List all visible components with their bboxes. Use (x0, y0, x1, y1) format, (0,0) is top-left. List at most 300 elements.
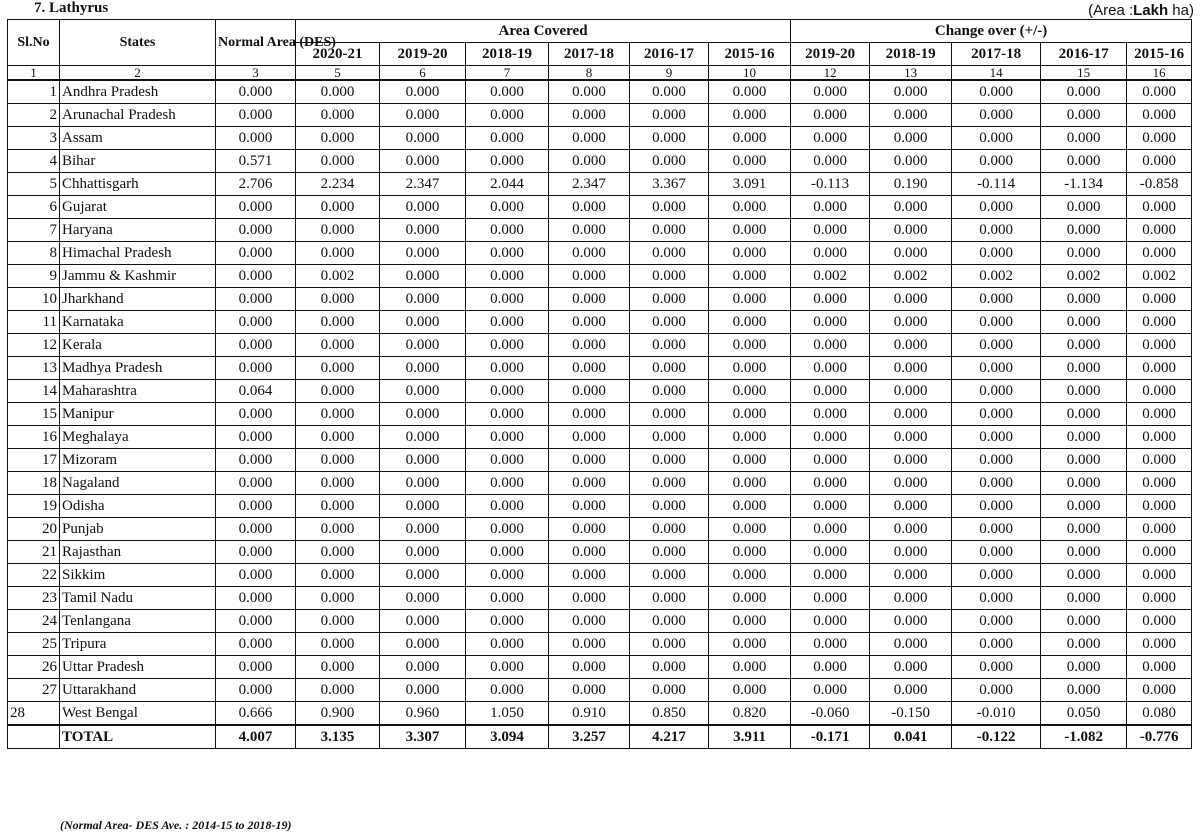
value-cell: 0.000 (1127, 242, 1192, 265)
value-cell: 0.000 (870, 334, 952, 357)
column-index: 10 (709, 66, 791, 81)
state-name-cell: Haryana (60, 219, 216, 242)
sl-no-cell: 12 (8, 334, 60, 357)
table-row (8, 127, 1192, 150)
value-cell: 0.000 (870, 633, 952, 656)
value-cell: 0.000 (870, 219, 952, 242)
value-cell: 0.000 (870, 242, 952, 265)
value-cell: 0.000 (952, 564, 1041, 587)
value-cell: 0.000 (549, 633, 630, 656)
value-cell: 0.000 (380, 288, 466, 311)
value-cell: 0.000 (466, 196, 549, 219)
value-cell: 0.000 (630, 104, 709, 127)
value-cell: 0.960 (380, 702, 466, 726)
value-cell: 0.000 (1041, 127, 1127, 150)
value-cell: 0.000 (952, 288, 1041, 311)
value-cell: 0.000 (952, 219, 1041, 242)
value-cell: 0.000 (1127, 403, 1192, 426)
value-cell: 0.000 (296, 104, 380, 127)
table-row (8, 403, 1192, 426)
value-cell: 0.000 (380, 564, 466, 587)
value-cell: 0.000 (870, 449, 952, 472)
sl-no-cell: 14 (8, 380, 60, 403)
value-cell: 0.000 (466, 564, 549, 587)
sl-no-cell: 2 (8, 104, 60, 127)
value-cell: 0.000 (630, 196, 709, 219)
value-cell: 0.002 (296, 265, 380, 288)
value-cell: 0.000 (952, 196, 1041, 219)
value-cell: 0.000 (870, 288, 952, 311)
value-cell: 0.000 (380, 495, 466, 518)
value-cell: 0.000 (870, 403, 952, 426)
value-cell: 0.000 (870, 610, 952, 633)
table-row (8, 564, 1192, 587)
value-cell: 0.000 (952, 311, 1041, 334)
value-cell: 0.000 (296, 679, 380, 702)
value-cell: 0.000 (466, 127, 549, 150)
value-cell: 0.000 (1127, 426, 1192, 449)
value-cell: 0.000 (709, 150, 791, 173)
value-cell: -1.134 (1041, 173, 1127, 196)
value-cell: 0.000 (549, 80, 630, 104)
value-cell: 0.000 (549, 196, 630, 219)
area-unit-bold: Lakh (1133, 2, 1169, 19)
total-cell: 3.307 (380, 725, 466, 749)
total-cell: 4.217 (630, 725, 709, 749)
value-cell: 0.000 (549, 288, 630, 311)
value-cell: 0.000 (630, 633, 709, 656)
column-index: 13 (870, 66, 952, 81)
value-cell: 0.000 (791, 656, 870, 679)
value-cell: 0.000 (709, 403, 791, 426)
sl-no-cell: 4 (8, 150, 60, 173)
table-row (8, 587, 1192, 610)
sl-no-cell: 15 (8, 403, 60, 426)
value-cell: 0.000 (549, 472, 630, 495)
value-cell: 2.347 (380, 173, 466, 196)
value-cell: -0.858 (1127, 173, 1192, 196)
value-cell: 0.000 (380, 541, 466, 564)
table-row (8, 449, 1192, 472)
value-cell: 0.002 (870, 265, 952, 288)
value-cell: 0.910 (549, 702, 630, 726)
column-index: 6 (380, 66, 466, 81)
table-row (8, 518, 1192, 541)
state-name-cell: Manipur (60, 403, 216, 426)
value-cell: 0.000 (709, 380, 791, 403)
col-header-area-year: 2015-16 (709, 43, 791, 66)
value-cell: 0.000 (870, 127, 952, 150)
value-cell: 0.064 (216, 380, 296, 403)
total-cell: 3.135 (296, 725, 380, 749)
table-row (8, 311, 1192, 334)
value-cell: 0.000 (870, 679, 952, 702)
value-cell: 0.000 (296, 610, 380, 633)
value-cell: 0.000 (709, 127, 791, 150)
col-header-area-year: 2016-17 (630, 43, 709, 66)
value-cell: 0.000 (952, 656, 1041, 679)
value-cell: 0.000 (709, 610, 791, 633)
sl-no-cell: 13 (8, 357, 60, 380)
value-cell: 0.000 (296, 426, 380, 449)
value-cell: 0.000 (296, 311, 380, 334)
value-cell: 0.000 (1127, 587, 1192, 610)
total-sl-cell (8, 725, 60, 749)
value-cell: 0.000 (709, 357, 791, 380)
value-cell: 0.666 (216, 702, 296, 726)
sl-no-cell: 26 (8, 656, 60, 679)
value-cell: 0.000 (1041, 288, 1127, 311)
value-cell: 0.000 (791, 357, 870, 380)
value-cell: 0.000 (1041, 80, 1127, 104)
value-cell: 0.000 (952, 541, 1041, 564)
value-cell: 0.000 (216, 564, 296, 587)
state-name-cell: Gujarat (60, 196, 216, 219)
value-cell: 0.000 (216, 610, 296, 633)
value-cell: 0.000 (952, 472, 1041, 495)
value-cell: 0.000 (1127, 541, 1192, 564)
value-cell: -0.150 (870, 702, 952, 726)
value-cell: 0.000 (709, 656, 791, 679)
table-row (8, 702, 1192, 726)
value-cell: 0.000 (216, 265, 296, 288)
value-cell: 0.000 (549, 104, 630, 127)
value-cell: 0.000 (1127, 472, 1192, 495)
value-cell: 0.000 (870, 472, 952, 495)
value-cell: 0.000 (380, 311, 466, 334)
sl-no-cell: 3 (8, 127, 60, 150)
value-cell: 0.000 (1127, 80, 1192, 104)
value-cell: 0.000 (709, 541, 791, 564)
value-cell: 0.000 (952, 242, 1041, 265)
value-cell: 0.000 (380, 357, 466, 380)
value-cell: 0.000 (791, 564, 870, 587)
area-unit-note (1088, 2, 1194, 19)
value-cell: 0.002 (952, 265, 1041, 288)
value-cell: 0.000 (1041, 219, 1127, 242)
sl-no-cell: 9 (8, 265, 60, 288)
state-name-cell: Meghalaya (60, 426, 216, 449)
value-cell: 0.000 (296, 357, 380, 380)
state-name-cell: Tenlangana (60, 610, 216, 633)
sl-no-cell: 20 (8, 518, 60, 541)
value-cell: 0.000 (952, 104, 1041, 127)
value-cell: 0.000 (466, 242, 549, 265)
value-cell: 0.000 (630, 564, 709, 587)
value-cell: 0.000 (791, 472, 870, 495)
value-cell: 0.000 (630, 495, 709, 518)
table-row (8, 357, 1192, 380)
state-name-cell: Sikkim (60, 564, 216, 587)
col-header-change-year: 2018-19 (870, 43, 952, 66)
value-cell: 0.000 (1127, 633, 1192, 656)
value-cell: 0.000 (216, 518, 296, 541)
table-body (8, 66, 1192, 726)
value-cell: 0.000 (1127, 564, 1192, 587)
value-cell: 0.000 (380, 242, 466, 265)
value-cell: 0.000 (380, 265, 466, 288)
value-cell: 0.000 (466, 541, 549, 564)
value-cell: 0.000 (296, 541, 380, 564)
value-cell: 0.000 (216, 288, 296, 311)
value-cell: 0.000 (791, 610, 870, 633)
value-cell: 0.000 (791, 495, 870, 518)
value-cell: 0.000 (709, 564, 791, 587)
value-cell: 0.000 (466, 472, 549, 495)
value-cell: 0.000 (630, 449, 709, 472)
value-cell: 0.000 (791, 219, 870, 242)
value-cell: 0.000 (380, 472, 466, 495)
value-cell: 0.000 (791, 541, 870, 564)
value-cell: 0.000 (630, 656, 709, 679)
value-cell: 0.000 (1127, 357, 1192, 380)
state-name-cell: Maharashtra (60, 380, 216, 403)
value-cell: 0.000 (1127, 518, 1192, 541)
value-cell: 0.000 (549, 495, 630, 518)
total-cell: -1.082 (1041, 725, 1127, 749)
value-cell: 0.190 (870, 173, 952, 196)
value-cell: 0.000 (216, 541, 296, 564)
value-cell: 0.000 (380, 104, 466, 127)
value-cell: 0.000 (709, 449, 791, 472)
state-name-cell: Uttar Pradesh (60, 656, 216, 679)
value-cell: 0.000 (466, 610, 549, 633)
sl-no-cell: 24 (8, 610, 60, 633)
table-row (8, 104, 1192, 127)
value-cell: 0.000 (1127, 219, 1192, 242)
value-cell: 0.000 (466, 80, 549, 104)
value-cell: 0.000 (709, 679, 791, 702)
value-cell: 0.000 (216, 495, 296, 518)
sl-no-cell: 1 (8, 80, 60, 104)
value-cell: 0.000 (952, 495, 1041, 518)
value-cell: 0.000 (630, 679, 709, 702)
total-cell: 4.007 (216, 725, 296, 749)
sl-no-cell: 7 (8, 219, 60, 242)
value-cell: 0.571 (216, 150, 296, 173)
value-cell: 0.000 (1127, 380, 1192, 403)
value-cell: 0.000 (296, 219, 380, 242)
value-cell: 0.000 (630, 472, 709, 495)
value-cell: 0.000 (709, 242, 791, 265)
value-cell: 0.000 (1041, 633, 1127, 656)
value-cell: 0.000 (1041, 610, 1127, 633)
value-cell: 0.000 (216, 633, 296, 656)
value-cell: 0.850 (630, 702, 709, 726)
value-cell: 0.000 (870, 426, 952, 449)
value-cell: 0.000 (296, 242, 380, 265)
state-name-cell: Andhra Pradesh (60, 80, 216, 104)
column-index: 3 (216, 66, 296, 81)
value-cell: 0.000 (952, 587, 1041, 610)
value-cell: 0.000 (1041, 426, 1127, 449)
value-cell: 0.000 (296, 380, 380, 403)
value-cell: 0.000 (549, 127, 630, 150)
value-cell: 0.000 (952, 449, 1041, 472)
value-cell: -0.113 (791, 173, 870, 196)
total-label: TOTAL (60, 725, 216, 749)
value-cell: 0.000 (791, 587, 870, 610)
value-cell: 0.080 (1127, 702, 1192, 726)
value-cell: 0.000 (952, 518, 1041, 541)
value-cell: 0.000 (1127, 495, 1192, 518)
value-cell: 0.000 (216, 127, 296, 150)
sl-no-cell: 16 (8, 426, 60, 449)
state-name-cell: Arunachal Pradesh (60, 104, 216, 127)
value-cell: 0.000 (549, 656, 630, 679)
state-name-cell: Odisha (60, 495, 216, 518)
column-index: 15 (1041, 66, 1127, 81)
col-header-area-year: 2019-20 (380, 43, 466, 66)
col-header-normal-area: Normal Area (DES) (216, 20, 296, 66)
column-index: 1 (8, 66, 60, 81)
state-name-cell: Tripura (60, 633, 216, 656)
value-cell: 0.000 (216, 104, 296, 127)
value-cell: 0.000 (1041, 150, 1127, 173)
value-cell: 0.000 (466, 104, 549, 127)
value-cell: 0.000 (216, 426, 296, 449)
value-cell: 0.000 (549, 265, 630, 288)
sl-no-cell: 10 (8, 288, 60, 311)
value-cell: 0.000 (791, 426, 870, 449)
table-row (8, 219, 1192, 242)
sl-no-cell: 23 (8, 587, 60, 610)
state-name-cell: Himachal Pradesh (60, 242, 216, 265)
value-cell: 0.000 (791, 633, 870, 656)
value-cell: 0.000 (466, 633, 549, 656)
value-cell: 0.000 (216, 242, 296, 265)
value-cell: 0.000 (952, 426, 1041, 449)
value-cell: 0.000 (709, 426, 791, 449)
total-cell: 0.041 (870, 725, 952, 749)
value-cell: 0.000 (380, 449, 466, 472)
value-cell: 0.000 (630, 150, 709, 173)
value-cell: 3.091 (709, 173, 791, 196)
value-cell: 0.000 (549, 403, 630, 426)
table-row (8, 150, 1192, 173)
value-cell: 0.000 (870, 104, 952, 127)
value-cell: 0.000 (1127, 150, 1192, 173)
value-cell: 0.000 (870, 541, 952, 564)
value-cell: 0.000 (952, 150, 1041, 173)
column-index-row (8, 66, 1192, 81)
col-header-area-year: 2018-19 (466, 43, 549, 66)
value-cell: 0.000 (549, 357, 630, 380)
value-cell: 0.000 (296, 587, 380, 610)
value-cell: 0.000 (709, 334, 791, 357)
value-cell: 0.000 (791, 679, 870, 702)
value-cell: 0.000 (1041, 541, 1127, 564)
value-cell: 0.000 (296, 472, 380, 495)
sl-no-cell: 19 (8, 495, 60, 518)
value-cell: 0.000 (1041, 495, 1127, 518)
value-cell: 0.000 (296, 656, 380, 679)
col-header-change-year: 2015-16 (1127, 43, 1192, 66)
value-cell: 0.000 (709, 495, 791, 518)
column-index: 5 (296, 66, 380, 81)
value-cell: 2.234 (296, 173, 380, 196)
value-cell: 0.000 (216, 357, 296, 380)
value-cell: 0.000 (296, 449, 380, 472)
table-row (8, 610, 1192, 633)
area-unit-prefix: (Area : (1088, 2, 1134, 19)
table-row (8, 173, 1192, 196)
value-cell: 0.000 (380, 380, 466, 403)
value-cell: 0.000 (380, 219, 466, 242)
value-cell: 0.000 (952, 80, 1041, 104)
value-cell: 0.002 (1041, 265, 1127, 288)
value-cell: 0.000 (296, 288, 380, 311)
value-cell: 0.000 (630, 127, 709, 150)
value-cell: 0.000 (549, 679, 630, 702)
value-cell: 0.000 (791, 311, 870, 334)
value-cell: 0.000 (791, 127, 870, 150)
value-cell: 0.000 (296, 334, 380, 357)
table-row (8, 656, 1192, 679)
value-cell: 0.000 (549, 311, 630, 334)
value-cell: 0.000 (380, 150, 466, 173)
col-header-change-year: 2016-17 (1041, 43, 1127, 66)
value-cell: 0.000 (952, 610, 1041, 633)
table-row (8, 265, 1192, 288)
value-cell: 0.000 (1041, 679, 1127, 702)
value-cell: 0.000 (380, 334, 466, 357)
value-cell: 0.000 (216, 679, 296, 702)
value-cell: 0.050 (1041, 702, 1127, 726)
total-cell: 3.094 (466, 725, 549, 749)
value-cell: 0.000 (630, 288, 709, 311)
value-cell: 0.000 (216, 587, 296, 610)
value-cell: 0.000 (630, 265, 709, 288)
value-cell: 0.000 (709, 80, 791, 104)
value-cell: 0.000 (1041, 656, 1127, 679)
total-cell: 3.257 (549, 725, 630, 749)
state-name-cell: Rajasthan (60, 541, 216, 564)
value-cell: 0.000 (630, 219, 709, 242)
value-cell: 0.000 (870, 495, 952, 518)
table-row (8, 380, 1192, 403)
value-cell: 0.000 (1127, 449, 1192, 472)
value-cell: 0.002 (1127, 265, 1192, 288)
value-cell: 0.000 (549, 426, 630, 449)
value-cell: 0.000 (216, 219, 296, 242)
value-cell: 0.000 (549, 587, 630, 610)
table-row (8, 80, 1192, 104)
value-cell: 0.000 (549, 610, 630, 633)
value-cell: 0.000 (466, 403, 549, 426)
sl-no-cell: 5 (8, 173, 60, 196)
value-cell: 0.000 (709, 472, 791, 495)
value-cell: 0.000 (1127, 288, 1192, 311)
table-row (8, 334, 1192, 357)
value-cell: 0.000 (791, 518, 870, 541)
state-name-cell: Kerala (60, 334, 216, 357)
value-cell: 0.000 (1041, 196, 1127, 219)
state-name-cell: Chhattisgarh (60, 173, 216, 196)
column-index: 14 (952, 66, 1041, 81)
value-cell: 0.000 (709, 196, 791, 219)
value-cell: 2.347 (549, 173, 630, 196)
value-cell: 0.820 (709, 702, 791, 726)
col-header-sl-no: Sl.No (8, 20, 60, 66)
value-cell: 0.000 (1041, 472, 1127, 495)
value-cell: 0.000 (1041, 334, 1127, 357)
table-title: 7. Lathyrus (34, 0, 109, 16)
value-cell: 0.000 (380, 679, 466, 702)
value-cell: 0.000 (216, 472, 296, 495)
sl-no-cell: 22 (8, 564, 60, 587)
sl-no-cell: 11 (8, 311, 60, 334)
